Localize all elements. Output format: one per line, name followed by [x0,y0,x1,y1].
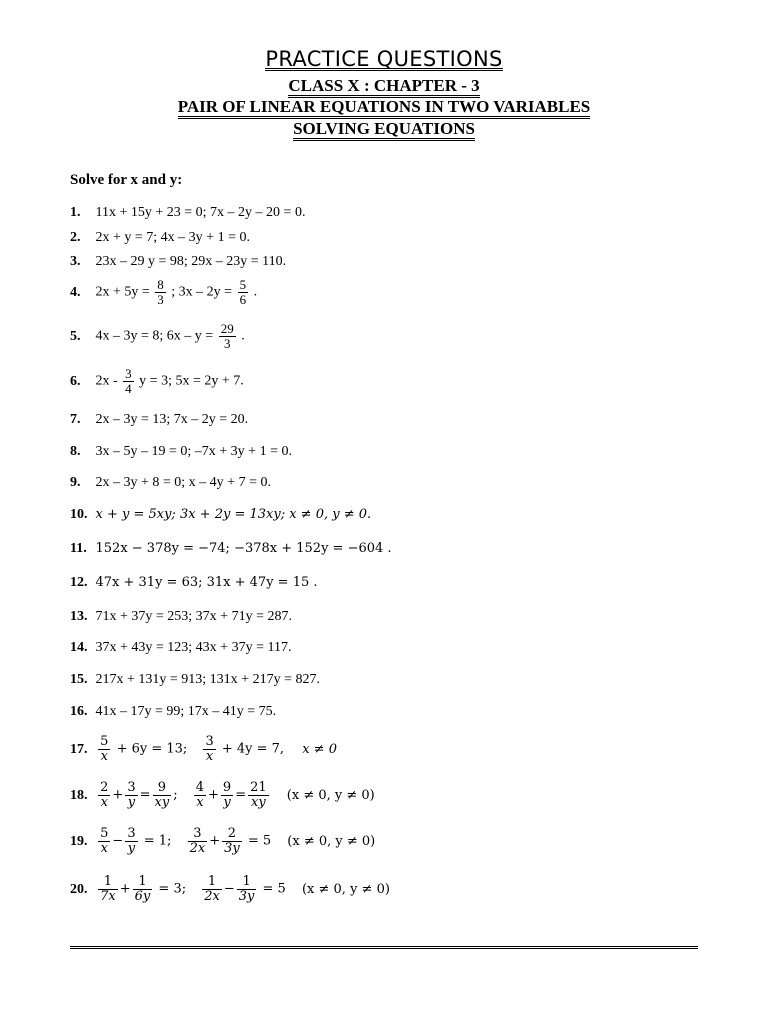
question-number: 9. [70,475,81,490]
numerator: 1 [98,875,118,890]
equation-text: 2x - [95,373,118,389]
equation-text: = 5 [247,833,272,849]
fraction [125,827,137,856]
question-number: 17. [70,741,88,757]
numerator: 9 [222,780,232,795]
question-number: 2. [70,230,81,245]
question-10 [70,506,371,524]
question-12 [70,574,318,592]
equation-text: 217x + 131y = 913; 131x + 217y = 827. [95,672,320,687]
numerator: 3 [127,780,136,795]
equation-text: 3x – 5y – 19 = 0; –7x + 3y + 1 = 0. [95,444,292,459]
question-number: 13. [70,609,88,624]
fraction [219,322,236,351]
equation-text: + 6y = 13; [116,741,188,757]
denominator: xy [251,795,266,810]
denominator: y [223,795,231,810]
denominator: x [100,795,108,810]
equation-text: = 1; [143,833,172,849]
question-number: 8. [70,444,81,459]
fraction [237,875,257,904]
equation-text: 41x – 17y = 99; 17x – 41y = 75. [95,704,277,719]
fraction [238,278,249,307]
question-11 [70,540,392,558]
denominator: y [127,795,136,810]
denominator: 7x [100,889,116,904]
equation-text: 37x + 43y = 123; 43x + 37y = 117. [95,640,292,655]
equation-text: x + y = 5xy; 3x + 2y = 13xy; x ≠ 0, y ≠ 0. [95,507,372,522]
equation-text: . [241,328,245,344]
fraction [98,781,110,810]
page-title-text: PRACTICE QUESTIONS [265,47,503,71]
fraction [221,781,233,810]
equation-text: + 4y = 7, [221,741,285,757]
question-8 [70,443,292,461]
question-number: 14. [70,640,88,655]
instruction: Solve for x and y: [70,172,183,188]
denominator: 2x [204,889,220,904]
topic-heading [0,97,768,119]
question-number: 15. [70,672,88,687]
question-14 [70,639,291,657]
footer-divider [70,946,698,951]
denominator: 6y [134,889,151,904]
numerator: 3 [125,366,132,381]
condition-text: (x ≠ 0, y ≠ 0) [287,833,376,849]
question-number: 11. [70,541,87,556]
question-number: 18. [70,787,88,803]
condition-text: (x ≠ 0, y ≠ 0) [301,881,390,897]
numerator: 9 [153,781,172,796]
equation-text: 71x + 37y = 253; 37x + 71y = 287. [95,609,292,624]
condition-text: (x ≠ 0, y ≠ 0) [286,787,375,803]
question-19: 19. $\frac{5}{x}$ − $\frac{3}{y}$ = 1; $\frac{3}{2x}$ + $\frac{2}{3y}$ = 5 (x ≠ 0, y ≠ 0) [70,826,376,856]
subtopic-heading [0,119,768,141]
denominator: 3y [238,889,255,904]
fraction [133,875,153,904]
denominator: 3 [157,292,164,307]
numerator: 8 [157,277,164,292]
numerator: 1 [237,875,257,890]
question-6 [70,367,244,396]
question-16 [70,703,276,721]
numerator: 1 [133,875,153,890]
denominator: y [127,841,136,856]
fraction [222,827,242,856]
numerator: 29 [220,321,234,336]
numerator: 5 [100,734,109,749]
denominator: xy [154,795,170,810]
denominator: 3y [224,841,240,856]
numerator: 5 [100,826,109,841]
numerator: 3 [205,734,214,749]
denominator: 4 [125,381,132,396]
denominator: 6 [239,292,247,307]
question-13 [70,608,292,626]
topic-text: PAIR OF LINEAR EQUATIONS IN TWO VARIABLES [178,98,591,119]
equation-text: = 3; [158,881,187,897]
numerator: 3 [127,826,136,841]
question-number: 6. [70,373,81,389]
fraction [194,781,206,810]
question-number: 4. [70,284,81,300]
denominator: 3 [223,336,231,351]
denominator: x [100,841,108,856]
fraction [125,781,137,810]
page-title [0,46,768,72]
question-number: 3. [70,254,81,269]
equation-text: 4x – 3y = 8; 6x – y = [95,328,214,344]
numerator: 5 [239,277,247,292]
question-number: 20. [70,881,88,897]
numerator: 4 [195,780,205,795]
equation-text: 2x – 3y = 13; 7x – 2y = 20. [95,412,249,427]
denominator: x [196,795,204,810]
subtopic-text: SOLVING EQUATIONS [293,120,475,141]
question-2 [70,229,250,247]
question-number: 12. [70,575,88,590]
numerator: 2 [222,827,242,842]
fraction [98,827,110,856]
equation-text: 2x + y = 7; 4x – 3y + 1 = 0. [95,230,250,245]
equation-text: y = 3; 5x = 2y + 7. [139,373,244,389]
question-9 [70,474,271,492]
equation-text: 23x – 29 y = 98; 29x – 23y = 110. [95,254,287,269]
equation-text: 11x + 15y + 23 = 0; 7x – 2y – 20 = 0. [95,205,306,220]
fraction [248,781,269,810]
fraction [98,735,110,764]
question-number: 10. [70,507,88,522]
denominator: 2x [189,841,206,856]
numerator: 21 [250,780,267,795]
condition-text: x ≠ 0 [302,741,337,757]
class-chapter-heading [0,76,768,98]
fraction [202,875,222,904]
question-3 [70,253,286,271]
fraction [123,367,134,396]
denominator: x [100,749,108,764]
fraction [203,735,215,764]
question-number: 16. [70,704,88,719]
question-5 [70,322,245,351]
equation-text: . [253,284,258,300]
question-number: 5. [70,328,81,344]
question-number: 1. [70,205,81,220]
denominator: x [205,749,214,764]
class-chapter-text: CLASS X : CHAPTER - 3 [288,77,479,98]
question-18: 18. $\frac{2}{x}$ + $\frac{3}{y}$ = $\frac{9}{xy}$ ; $\frac{4}{x}$ + $\frac{9}{y}$ = $\frac{21}{xy}$ (x ≠ 0, y ≠ 0) [70,780,375,810]
fraction [98,875,118,904]
numerator: 1 [202,875,222,890]
fraction [155,278,166,307]
question-20: 20. $\frac{1}{7x}$ + $\frac{1}{6y}$ = 3; $\frac{1}{2x}$ − $\frac{1}{3y}$ = 5 (x ≠ 0, y ≠ 0) [70,874,390,904]
numerator: 2 [100,780,109,795]
question-15 [70,671,320,689]
equation-text: 2x + 5y = [95,284,150,300]
equation-text: ; 3x – 2y = [171,284,233,300]
equation-text: 2x – 3y + 8 = 0; x – 4y + 7 = 0. [95,475,271,490]
question-number: 19. [70,833,88,849]
numerator: 3 [188,827,208,842]
question-17 [70,735,337,764]
equation-text: 47x + 31y = 63; 31x + 47y = 15 . [95,575,318,590]
question-1 [70,204,305,222]
question-number: 7. [70,412,81,427]
fraction [188,827,208,856]
equation-text: = 5 [262,881,286,897]
question-7 [70,411,248,429]
question-4 [70,278,257,307]
equation-text: 152x − 378y = −74; −378x + 152y = −604 . [95,541,392,556]
fraction [153,781,172,810]
